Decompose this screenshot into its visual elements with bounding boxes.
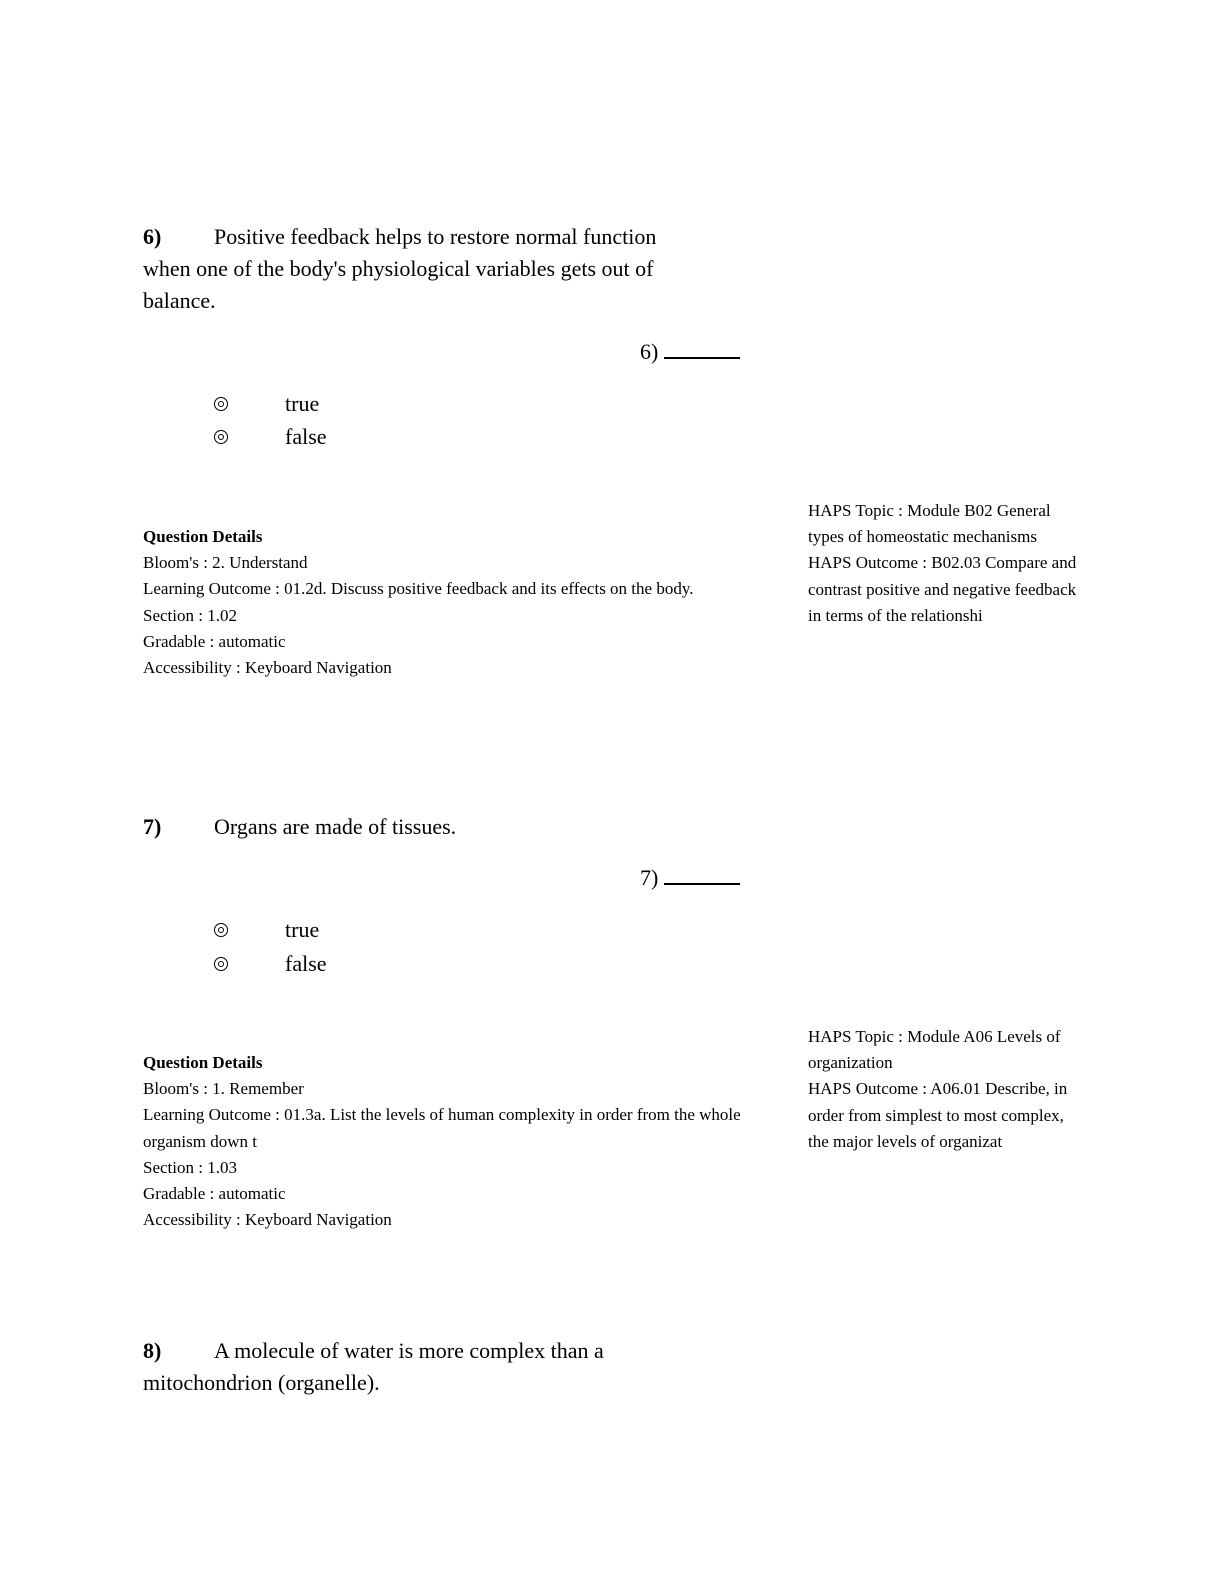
haps-outcome: HAPS Outcome : B02.03 Compare and contrast positive and negative feedback in terms of the relationshi bbox=[808, 553, 1077, 625]
section: Section : 1.02 bbox=[143, 605, 237, 625]
answer-line[interactable] bbox=[664, 339, 740, 359]
answer-blank-7[interactable] bbox=[640, 864, 740, 892]
question-8-stem bbox=[143, 1335, 663, 1399]
answer-blank-label: 6) bbox=[640, 339, 659, 364]
haps-info bbox=[808, 498, 1078, 629]
section: Section : 1.03 bbox=[143, 1157, 237, 1177]
question-text: Organs are made of tissues. bbox=[214, 814, 457, 839]
learning-outcome: Learning Outcome : 01.2d. Discuss positive feedback and its effects on the body. bbox=[143, 579, 694, 599]
radio-icon[interactable] bbox=[214, 923, 228, 937]
details-title: Question Details bbox=[143, 527, 263, 546]
haps-topic: HAPS Topic : Module A06 Levels of organization bbox=[808, 1027, 1061, 1073]
haps-outcome: HAPS Outcome : A06.01 Describe, in order from simplest to most complex, the major levels of organizat bbox=[808, 1079, 1068, 1151]
question-text: A molecule of water is more complex than a mitochondrion (organelle). bbox=[143, 1338, 604, 1395]
question-6-stem bbox=[143, 221, 703, 317]
option-label: false bbox=[285, 951, 327, 976]
question-number: 7) bbox=[143, 814, 162, 839]
question-details bbox=[143, 1050, 753, 1233]
question-7-stem bbox=[143, 811, 703, 843]
blooms-level: Bloom's : 2. Understand bbox=[143, 553, 308, 573]
answer-blank-6[interactable] bbox=[640, 338, 740, 366]
radio-icon[interactable] bbox=[214, 957, 228, 971]
accessibility: Accessibility : Keyboard Navigation bbox=[143, 1210, 392, 1230]
option-true[interactable] bbox=[214, 916, 320, 944]
radio-icon[interactable] bbox=[214, 430, 228, 444]
answer-blank-label: 7) bbox=[640, 865, 659, 890]
option-label: false bbox=[285, 424, 327, 449]
gradable: Gradable : automatic bbox=[143, 1184, 286, 1204]
question-details bbox=[143, 524, 753, 681]
question-text: Positive feedback helps to restore normal function when one of the body's physiological variables gets out of balance. bbox=[143, 224, 657, 313]
details-title: Question Details bbox=[143, 1053, 263, 1072]
option-true[interactable] bbox=[214, 390, 320, 418]
answer-line[interactable] bbox=[664, 865, 740, 885]
haps-topic: HAPS Topic : Module B02 General types of homeostatic mechanisms bbox=[808, 501, 1051, 547]
option-label: true bbox=[285, 917, 320, 942]
option-label: true bbox=[285, 391, 320, 416]
question-number: 8) bbox=[143, 1338, 162, 1363]
blooms-level: Bloom's : 1. Remember bbox=[143, 1079, 304, 1099]
learning-outcome: Learning Outcome : 01.3a. List the levels of human complexity in order from the whole organism down t bbox=[143, 1105, 741, 1151]
haps-info bbox=[808, 1024, 1078, 1155]
radio-icon[interactable] bbox=[214, 397, 228, 411]
option-false[interactable] bbox=[214, 950, 327, 978]
gradable: Gradable : automatic bbox=[143, 631, 286, 651]
question-number: 6) bbox=[143, 224, 162, 249]
option-false[interactable] bbox=[214, 423, 327, 451]
accessibility: Accessibility : Keyboard Navigation bbox=[143, 658, 392, 678]
